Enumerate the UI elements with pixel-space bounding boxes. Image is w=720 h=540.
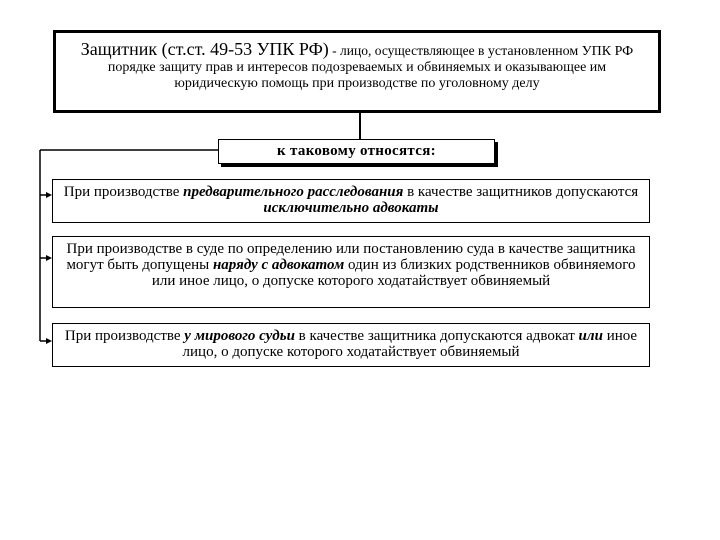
defender-definition-box [53, 30, 661, 113]
item-text: в качестве защитников допускаются [403, 184, 639, 200]
item-emphasis: у мирового судьи [184, 328, 295, 344]
definition-lead: Защитник (ст.ст. 49-53 УПК РФ) [80, 39, 329, 59]
item-emphasis: исключительно адвокаты [263, 200, 439, 216]
item-emphasis: или [578, 328, 603, 344]
item-text: в качестве защитника допускаются адвокат [294, 328, 579, 344]
definition-lead-rest: - лицо, осуществляющее в [328, 43, 485, 58]
includes-label: к таковому относятся: [277, 143, 436, 159]
court-proceedings-box [52, 236, 650, 308]
item-emphasis: предварительного расследования [183, 184, 404, 200]
definition-body: установленном УПК РФ порядке защиту прав и интересов подозреваемых и обвиняемых и оказывающее им юридическую помощь при производстве по уголовному делу [107, 44, 634, 91]
item-text: При производстве в суде по определению или постановлению суда в качестве защитника могут быть допущены [66, 241, 636, 273]
includes-label-box [218, 139, 495, 164]
preliminary-investigation-box [52, 179, 650, 223]
item-text: иное лицо, о допуске которого ходатайствует обвиняемый [182, 328, 638, 360]
magistrate-court-box [52, 323, 650, 367]
item-text: При производстве [63, 184, 184, 200]
item-text: один из близких родственников обвиняемого или иное лицо, о допуске которого ходатайствует обвиняемый [151, 257, 636, 289]
item-text: При производстве [64, 328, 185, 344]
item-emphasis: наряду с адвокатом [212, 257, 345, 273]
